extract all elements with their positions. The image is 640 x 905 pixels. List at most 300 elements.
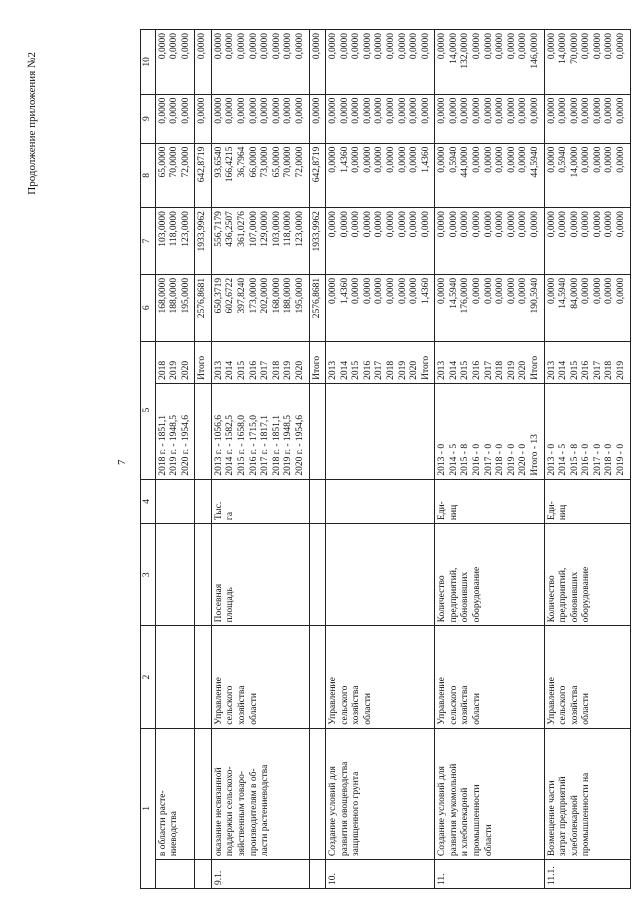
responsible-executor — [195, 626, 212, 728]
finance-total-line: 0,0000 — [604, 277, 615, 304]
finance-municipal-line: 0,0000 — [420, 97, 431, 124]
finance-years — [155, 341, 195, 383]
finance-years-line: 2017 — [592, 360, 603, 380]
finance-years-line: 2014 — [339, 360, 350, 380]
finance-federal-line: 70,0000 — [283, 146, 294, 178]
indicator-values — [155, 383, 195, 479]
finance-regional-line: 0,0000 — [351, 211, 362, 238]
finance-municipal — [326, 94, 435, 143]
finance-years-line: 2015 — [569, 360, 580, 380]
finance-years-line: 2015 — [237, 360, 248, 380]
finance-total-line: 188,0000 — [283, 277, 294, 314]
finance-regional-line: 1933,9962 — [197, 211, 208, 252]
finance-other — [195, 30, 212, 95]
table-row — [195, 30, 212, 889]
finance-years — [435, 341, 544, 383]
finance-years-line: 2016 — [581, 360, 592, 380]
finance-total-line: 0,0000 — [328, 277, 339, 304]
finance-years-line: 2016 — [362, 360, 373, 380]
finance-years-line: 2018 — [385, 360, 396, 380]
finance-other-line: 14,0000 — [558, 33, 569, 64]
finance-federal-line: 44,0000 — [460, 146, 471, 178]
item-name — [309, 728, 326, 859]
finance-regional-line: 0,0000 — [472, 211, 483, 238]
finance-total-line: 0,0000 — [483, 277, 494, 304]
finance-regional — [211, 208, 309, 275]
finance-other-line: 0,0000 — [197, 33, 208, 60]
finance-total-line: 0,0000 — [495, 277, 506, 304]
finance-federal — [544, 143, 630, 208]
finance-municipal-line: 0,0000 — [460, 97, 471, 124]
finance-regional-line: 107,0000 — [248, 211, 259, 247]
finance-other-line: 0,0000 — [385, 33, 396, 60]
finance-federal — [326, 143, 435, 208]
finance-regional-line: 0,0000 — [558, 211, 569, 238]
finance-total-line: 168,0000 — [271, 277, 282, 314]
finance-municipal-line: 0,0000 — [483, 97, 494, 124]
responsible-executor: Управление сельского хозяйства области — [211, 626, 309, 728]
finance-regional-line: 0,0000 — [409, 211, 420, 238]
indicator-values-line: 2017 - 0 — [592, 443, 603, 476]
finance-total — [435, 274, 544, 341]
finance-years-line: 2015 — [460, 360, 471, 380]
finance-municipal-line: 0,0000 — [197, 97, 208, 124]
finance-federal-line: 0,0000 — [546, 146, 557, 173]
finance-municipal-line: 0,0000 — [328, 97, 339, 124]
responsible-executor: Управление сельского хозяйства области — [544, 626, 630, 728]
finance-other-line: 0,0000 — [604, 33, 615, 60]
finance-other-line: 0,0000 — [260, 33, 271, 60]
finance-municipal-line: 0,0000 — [472, 97, 483, 124]
indicator-name: Посевная площадь — [211, 524, 309, 626]
finance-regional-line: 0,0000 — [437, 211, 448, 238]
finance-other-line: 0,0000 — [472, 33, 483, 60]
finance-total-line: 2576,8681 — [197, 277, 208, 319]
indicator-values-line: 2019 г. - 1948,5 — [169, 414, 180, 476]
indicator-values-line: 2013 г. - 1056,6 — [213, 414, 224, 476]
finance-federal — [309, 143, 326, 208]
header-col-10: 10 — [141, 30, 156, 95]
finance-other — [155, 30, 195, 95]
item-name: Создание условий для развития овощеводства защищенного грунта — [326, 728, 435, 859]
indicator-values-line: 2014 г. - 1582,5 — [225, 414, 236, 476]
finance-municipal-line: 0,0000 — [374, 97, 385, 124]
finance-other-line: 0,0000 — [225, 33, 236, 60]
finance-other-line: 0,0000 — [311, 33, 322, 60]
finance-other-line: 70,0000 — [569, 33, 580, 64]
finance-other — [544, 30, 630, 95]
finance-municipal-line: 0,0000 — [409, 97, 420, 124]
header-col-3: 3 — [141, 524, 156, 626]
item-name: Возмещение части затрат предприятий хлебопекарной промышленности на — [544, 728, 630, 859]
finance-regional-line: 1933,9962 — [311, 211, 322, 252]
finance-other-line: 0,0000 — [248, 33, 259, 60]
finance-total — [211, 274, 309, 341]
finance-regional-line: 0,0000 — [420, 211, 431, 238]
finance-federal-line: 0,0000 — [374, 146, 385, 173]
finance-regional-line: 0,0000 — [483, 211, 494, 238]
indicator-values-line: 2017 - 0 — [483, 443, 494, 476]
finance-municipal-line: 0,0000 — [248, 97, 259, 124]
finance-other-line: 0,0000 — [157, 33, 168, 60]
finance-municipal — [309, 94, 326, 143]
finance-federal-line: 72,0000 — [180, 146, 191, 178]
finance-federal — [195, 143, 212, 208]
finance-other-line: 0,0000 — [362, 33, 373, 60]
finance-other — [211, 30, 309, 95]
finance-regional-line: 361,0276 — [237, 211, 248, 247]
finance-municipal-line: 0,0000 — [558, 97, 569, 124]
finance-years-line: Итого — [420, 355, 431, 380]
finance-years — [544, 341, 630, 383]
finance-municipal-line: 0,0000 — [518, 97, 529, 124]
item-number: 9.1. — [211, 860, 309, 889]
finance-federal — [435, 143, 544, 208]
indicator-values-line: 2016 - 0 — [581, 443, 592, 476]
finance-municipal-line: 0,0000 — [283, 97, 294, 124]
finance-total-line: 188,0000 — [169, 277, 180, 314]
table-row — [155, 30, 195, 889]
finance-federal-line: 0,5940 — [558, 146, 569, 173]
finance-municipal-line: 0,0000 — [311, 97, 322, 124]
finance-years-line: Итого — [529, 355, 540, 380]
finance-federal-line: 73,0000 — [260, 146, 271, 178]
finance-other-line: 0,0000 — [615, 33, 626, 60]
finance-other — [326, 30, 435, 95]
finance-other-line: 0,0000 — [420, 33, 431, 60]
finance-total-line: 2576,8681 — [311, 277, 322, 319]
indicator-name: Количество предприятий, обновивших оборудование — [435, 524, 544, 626]
finance-years-line: 2013 — [328, 360, 339, 380]
finance-other-line: 0,0000 — [351, 33, 362, 60]
indicator-name: Количество предприятий, обновивших оборудование — [544, 524, 630, 626]
finance-total-line: 0,0000 — [351, 277, 362, 304]
finance-total-line: 168,0000 — [157, 277, 168, 314]
finance-municipal-line: 0,0000 — [569, 97, 580, 124]
table-row — [211, 30, 309, 889]
indicator-values-line: 2014 - 5 — [558, 443, 569, 476]
finance-total-line: 173,0000 — [248, 277, 259, 314]
finance-total-line: 195,0000 — [294, 277, 305, 314]
finance-total — [155, 274, 195, 341]
finance-years-line: 2020 — [294, 360, 305, 380]
finance-total-line: 602,6722 — [225, 277, 236, 314]
finance-municipal-line: 0,0000 — [546, 97, 557, 124]
finance-regional-line: 0,0000 — [385, 211, 396, 238]
program-table — [140, 29, 631, 889]
item-number: 10. — [326, 860, 435, 889]
finance-regional-line: 129,0000 — [260, 211, 271, 247]
finance-municipal-line: 0,0000 — [362, 97, 373, 124]
finance-total-line: 0,0000 — [518, 277, 529, 304]
finance-years-line: 2019 — [615, 360, 626, 380]
finance-regional-line: 0,0000 — [397, 211, 408, 238]
unit-of-measure: Еди- ниц — [435, 479, 544, 524]
finance-other-line: 0,0000 — [592, 33, 603, 60]
indicator-values-line: 2020 - 0 — [518, 443, 529, 476]
indicator-values — [544, 383, 630, 479]
table-row — [435, 30, 544, 889]
finance-federal-line: 93,6540 — [213, 146, 224, 178]
indicator-values — [309, 383, 326, 479]
responsible-executor: Управление сельского хозяйства области — [435, 626, 544, 728]
finance-regional-line: 0,0000 — [495, 211, 506, 238]
finance-federal-line: 0,0000 — [362, 146, 373, 173]
finance-total-line: 14,5940 — [448, 277, 459, 309]
finance-other-line: 0,0000 — [518, 33, 529, 60]
item-number: 11.1. — [544, 860, 630, 889]
finance-total — [326, 274, 435, 341]
finance-years — [195, 341, 212, 383]
finance-other-line: 0,0000 — [339, 33, 350, 60]
finance-years-line: 2019 — [283, 360, 294, 380]
finance-municipal — [155, 94, 195, 143]
finance-other-line: 0,0000 — [437, 33, 448, 60]
unit-of-measure — [309, 479, 326, 524]
finance-municipal-line: 0,0000 — [615, 97, 626, 124]
finance-regional-line: 0,0000 — [592, 211, 603, 238]
finance-total-line: 0,0000 — [437, 277, 448, 304]
finance-municipal-line: 0,0000 — [157, 97, 168, 124]
finance-total-line: 190,5940 — [529, 277, 540, 314]
finance-municipal — [211, 94, 309, 143]
finance-regional-line: 556,7179 — [213, 211, 224, 247]
finance-other-line: 0,0000 — [546, 33, 557, 60]
page-number: 7 — [116, 459, 128, 465]
finance-other-line: 132,0000 — [460, 33, 471, 69]
finance-federal-line: 0,0000 — [581, 146, 592, 173]
table-row — [544, 30, 630, 889]
finance-other-line: 0,0000 — [483, 33, 494, 60]
indicator-values-line: 2015 - 8 — [569, 443, 580, 476]
item-number — [195, 860, 212, 889]
finance-municipal-line: 0,0000 — [180, 97, 191, 124]
finance-total-line: 0,0000 — [592, 277, 603, 304]
indicator-values-line: 2018 - 0 — [495, 443, 506, 476]
finance-other-line: 0,0000 — [374, 33, 385, 60]
finance-federal-line: 0,0000 — [483, 146, 494, 173]
finance-federal-line: 0,0000 — [472, 146, 483, 173]
finance-other-line: 0,0000 — [506, 33, 517, 60]
finance-regional-line: 0,0000 — [362, 211, 373, 238]
finance-federal-line: 0,0000 — [518, 146, 529, 173]
finance-regional-line: 103,0000 — [271, 211, 282, 247]
finance-regional-line: 0,0000 — [374, 211, 385, 238]
finance-total-line: 0,0000 — [615, 277, 626, 304]
finance-municipal-line: 0,0000 — [448, 97, 459, 124]
finance-other — [435, 30, 544, 95]
header-col-4: 4 — [141, 479, 156, 524]
finance-total-line: 0,0000 — [362, 277, 373, 304]
indicator-name — [195, 524, 212, 626]
finance-total-line: 202,0000 — [260, 277, 271, 314]
finance-federal-line: 65,0000 — [271, 146, 282, 178]
header-col-2: 2 — [141, 626, 156, 728]
finance-years-line: 2013 — [546, 360, 557, 380]
finance-regional-line: 0,0000 — [569, 211, 580, 238]
unit-of-measure: Тыс. га — [211, 479, 309, 524]
finance-other — [309, 30, 326, 95]
finance-total-line: 397,8240 — [237, 277, 248, 314]
finance-total-line: 0,0000 — [581, 277, 592, 304]
finance-federal-line: 1,4360 — [420, 146, 431, 173]
finance-municipal-line: 0,0000 — [169, 97, 180, 124]
header-col-8: 8 — [141, 143, 156, 208]
indicator-values-line: 2018 г. - 1851,1 — [271, 414, 282, 476]
finance-total-line: 195,0000 — [180, 277, 191, 314]
indicator-values — [195, 383, 212, 479]
finance-regional-line: 0,0000 — [448, 211, 459, 238]
finance-years-line: 2016 — [248, 360, 259, 380]
finance-total — [544, 274, 630, 341]
finance-federal-line: 72,0000 — [294, 146, 305, 178]
finance-years-line: Итого — [197, 355, 208, 380]
finance-federal-line: 0,0000 — [506, 146, 517, 173]
finance-federal-line: 44,5940 — [529, 146, 540, 178]
finance-other-line: 0,0000 — [409, 33, 420, 60]
finance-total-line: 84,0000 — [569, 277, 580, 309]
finance-years-line: 2019 — [169, 360, 180, 380]
finance-other-line: 0,0000 — [237, 33, 248, 60]
finance-regional — [195, 208, 212, 275]
finance-other-line: 0,0000 — [283, 33, 294, 60]
finance-total-line: 650,3719 — [213, 277, 224, 314]
finance-municipal-line: 0,0000 — [237, 97, 248, 124]
finance-years-line: 2016 — [472, 360, 483, 380]
finance-regional — [435, 208, 544, 275]
finance-years — [309, 341, 326, 383]
finance-municipal-line: 0,0000 — [397, 97, 408, 124]
finance-other-line: 14,0000 — [448, 33, 459, 64]
finance-regional-line: 0,0000 — [506, 211, 517, 238]
finance-municipal — [195, 94, 212, 143]
finance-municipal-line: 0,0000 — [260, 97, 271, 124]
indicator-name — [326, 524, 435, 626]
finance-regional-line: 118,0000 — [283, 211, 294, 247]
finance-regional — [155, 208, 195, 275]
table-row — [309, 30, 326, 889]
indicator-values-line: 2017 г. - 1817,1 — [260, 414, 271, 476]
finance-other-line: 0,0000 — [169, 33, 180, 60]
finance-total-line: 0,0000 — [506, 277, 517, 304]
finance-regional-line: 0,0000 — [328, 211, 339, 238]
finance-municipal-line: 0,0000 — [213, 97, 224, 124]
finance-other-line: 0,0000 — [294, 33, 305, 60]
finance-federal-line: 642,8719 — [311, 146, 322, 183]
indicator-values-line: 2020 г. - 1954,6 — [294, 414, 305, 476]
finance-years-line: 2018 — [157, 360, 168, 380]
table-body — [155, 30, 630, 889]
finance-years-line: 2017 — [483, 360, 494, 380]
finance-municipal-line: 0,0000 — [294, 97, 305, 124]
finance-federal-line: 0,0000 — [385, 146, 396, 173]
header-row — [141, 30, 156, 889]
finance-other-line: 0,0000 — [397, 33, 408, 60]
finance-regional-line: 123,0000 — [294, 211, 305, 247]
finance-municipal-line: 0,0000 — [506, 97, 517, 124]
indicator-name — [155, 524, 195, 626]
finance-federal-line: 166,4215 — [225, 146, 236, 183]
item-name: в области расте- ниеводства — [155, 728, 195, 859]
finance-regional-line: 0,0000 — [615, 211, 626, 238]
finance-federal-line: 66,0000 — [248, 146, 259, 178]
indicator-values-line: 2020 г. - 1954,6 — [180, 414, 191, 476]
indicator-values-line: 2019 - 0 — [615, 443, 626, 476]
finance-federal-line: 0,0000 — [592, 146, 603, 173]
finance-federal — [211, 143, 309, 208]
finance-federal-line: 0,0000 — [409, 146, 420, 173]
finance-federal-line: 0,0000 — [351, 146, 362, 173]
finance-federal-line: 70,0000 — [169, 146, 180, 178]
finance-total-line: 14,5940 — [558, 277, 569, 309]
item-number — [155, 860, 195, 889]
finance-federal-line: 0,0000 — [437, 146, 448, 173]
item-number — [309, 860, 326, 889]
item-name: оказание несвязанной поддержки сельскохо- зяйственным товаро- производителям в об- ласти растениеводства — [211, 728, 309, 859]
finance-regional-line: 103,0000 — [157, 211, 168, 247]
finance-municipal-line: 0,0000 — [529, 97, 540, 124]
finance-other-line: 0,0000 — [213, 33, 224, 60]
header-col-1: 1 — [141, 728, 156, 888]
finance-years-line: 2019 — [397, 360, 408, 380]
finance-municipal-line: 0,0000 — [592, 97, 603, 124]
finance-total-line: 0,0000 — [385, 277, 396, 304]
indicator-values-line: 2019 - 0 — [506, 443, 517, 476]
indicator-values — [326, 383, 435, 479]
finance-federal-line: 0,0000 — [328, 146, 339, 173]
finance-municipal-line: 0,0000 — [339, 97, 350, 124]
indicator-values — [211, 383, 309, 479]
finance-federal — [155, 143, 195, 208]
indicator-values-line: 2016 г. - 1715,0 — [248, 414, 259, 476]
finance-regional-line: 0,0000 — [460, 211, 471, 238]
finance-regional — [326, 208, 435, 275]
responsible-executor — [155, 626, 195, 728]
finance-federal-line: 65,0000 — [157, 146, 168, 178]
finance-years-line: 2019 — [506, 360, 517, 380]
finance-years-line: 2020 — [180, 360, 191, 380]
finance-regional-line: 0,0000 — [518, 211, 529, 238]
finance-regional-line: 118,0000 — [169, 211, 180, 247]
finance-years — [211, 341, 309, 383]
finance-other-line: 0,0000 — [180, 33, 191, 60]
finance-years-line: 2018 — [271, 360, 282, 380]
finance-years-line: 2014 — [448, 360, 459, 380]
finance-years-line: 2017 — [260, 360, 271, 380]
item-number: 11. — [435, 860, 544, 889]
finance-other-line: 0,0000 — [581, 33, 592, 60]
finance-years-line: 2014 — [558, 360, 569, 380]
indicator-values-line: 2013 - 0 — [437, 443, 448, 476]
unit-of-measure — [195, 479, 212, 524]
finance-federal-line: 0,0000 — [495, 146, 506, 173]
finance-years-line: 2015 — [351, 360, 362, 380]
indicator-values-line: 2015 г. - 1658,0 — [237, 414, 248, 476]
finance-municipal-line: 0,0000 — [495, 97, 506, 124]
unit-of-measure — [155, 479, 195, 524]
finance-regional-line: 0,0000 — [546, 211, 557, 238]
finance-years-line: 2014 — [225, 360, 236, 380]
finance-municipal — [544, 94, 630, 143]
finance-federal-line: 0,0000 — [397, 146, 408, 173]
indicator-values-line: 2014 - 5 — [448, 443, 459, 476]
finance-years-line: 2018 — [604, 360, 615, 380]
finance-federal-line: 14,0000 — [569, 146, 580, 178]
finance-regional-line: 0,0000 — [581, 211, 592, 238]
finance-total-line: 0,0000 — [409, 277, 420, 304]
finance-total — [195, 274, 212, 341]
finance-municipal — [435, 94, 544, 143]
